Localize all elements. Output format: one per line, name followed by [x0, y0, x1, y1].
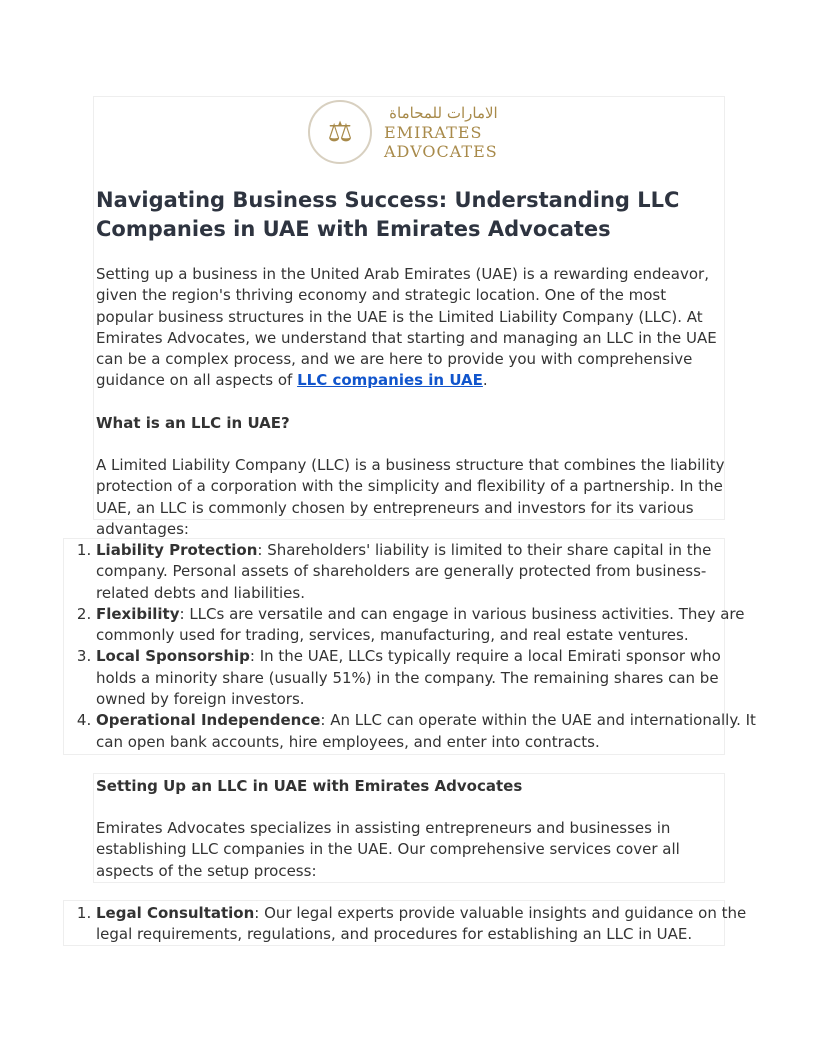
advantages-list [64, 540, 756, 753]
item-text: : An LLC can operate within the UAE and internationally. It can open bank accounts, hire employees, and enter into contracts. [96, 711, 756, 751]
section-paragraph: A Limited Liability Company (LLC) is a business structure that combines the liability protection of a corporation with the simplicity and flexibility of a partnership. In the UAE, an LLC is commonly chosen by entrepreneurs and investors for its various advantages: [96, 456, 725, 538]
page-title: Navigating Business Success: Understanding LLC Companies in UAE with Emirates Advocates [96, 188, 680, 241]
item-text: : Our legal experts provide valuable insights and guidance on the legal requirements, regulations, and procedures for establishing an LLC in UAE. [96, 904, 747, 944]
intro-paragraph [96, 264, 726, 392]
section-paragraph: Emirates Advocates specializes in assisting entrepreneurs and businesses in establishing LLC companies in the UAE. Our comprehensive services cover all aspects of the setup process: [96, 819, 680, 880]
intro-end: . [482, 371, 488, 390]
item-text: : Shareholders' liability is limited to their share capital in the company. Personal assets of shareholders are generally protected from business-related debts and liabilities. [96, 541, 712, 602]
services-list [64, 903, 756, 946]
logo-line2: ADVOCATES [384, 141, 498, 161]
logo-line1: EMIRATES [384, 122, 483, 142]
item-term: Legal Consultation [96, 904, 255, 922]
intro-text: Setting up a business in the United Arab Emirates (UAE) is a rewarding endeavor, given the region's thriving economy and strategic location. One of the most popular business structures in the UAE is the Limited Liability Company (LLC). At Emirates Advocates, we understand that starting and managing an LLC in the UAE can be a complex process, and we are here to provide you with comprehensive guidance on all aspects of [96, 265, 717, 390]
item-term: Local Sponsorship [96, 647, 250, 666]
item-text: : In the UAE, LLCs typically require a local Emirati sponsor who holds a minority share (usually 51%) in the company. The remaining shares can be owned by foreign investors. [96, 647, 721, 709]
list-item [96, 710, 756, 753]
item-text: : LLCs are versatile and can engage in various business activities. They are commonly used for trading, services, manufacturing, and real estate ventures. [96, 604, 745, 645]
emirates-advocates-logo [308, 100, 508, 164]
section-heading: Setting Up an LLC in UAE with Emirates Advocates [96, 777, 523, 795]
item-term: Operational Independence [96, 711, 321, 730]
logo-arabic: الامارات للمحاماة [389, 103, 498, 122]
list-item [96, 646, 756, 710]
list-item [96, 903, 756, 946]
item-term: Liability Protection [96, 541, 258, 559]
list-item [96, 604, 756, 647]
section-heading: What is an LLC in UAE? [96, 414, 290, 432]
llc-companies-link[interactable]: LLC companies in UAE [297, 371, 483, 390]
item-term: Flexibility [96, 604, 180, 623]
scales-of-justice-icon: ⚖ [308, 100, 372, 164]
list-item [96, 540, 756, 604]
